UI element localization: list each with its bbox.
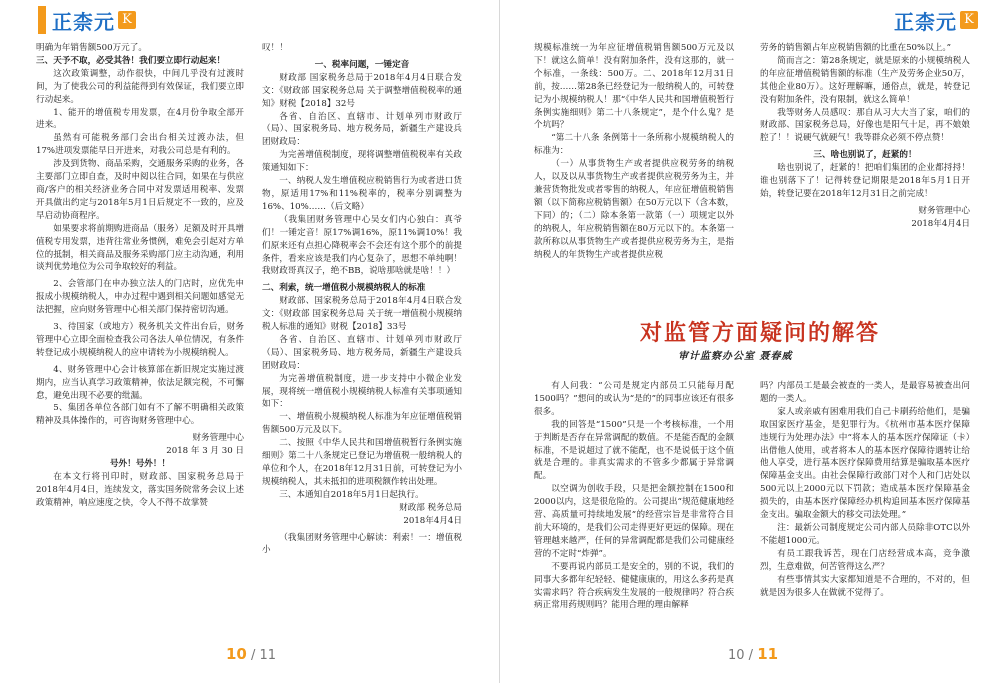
paragraph: 涉及到货物、商品采购，交通服务采购的业务，各主要部门立即自查，及时申阅以往合同，如果在与供应商/客户的相关经济业务合同中对发票适用税率、发票开具做出约定与2018年5月1日后规定不一致的，应及早启动协商程序。 [36, 159, 244, 221]
paragraph: 这次政策调整，动作很快，中间几乎没有过渡时间，为了使我公司的利益能得到有效保证，我们要立即行动起来。 [36, 68, 244, 105]
paragraph: 2018 年 3 月 30 日 [166, 446, 244, 457]
paragraph: 简而言之：第28条规定，就是原来的小规模纳税人的年应征增值税销售额的标准（生产及劳务企业50万，其他企业80万）。这好理解嘛，通俗点，就是，转登记没有附加条件，没有限制，就这么简单！ [760, 55, 970, 105]
paragraph: 注：最新公司制度规定公司内部人员除非OTC以外不能超1000元。 [760, 522, 970, 546]
paragraph: 明确为年销售额500万元了。 [36, 43, 147, 53]
paragraph: （一）从事货物生产或者提供应税劳务的纳税人，以及以从事货物生产或者提供应税劳务为主，并兼营货物批发或者零售的纳税人，年应征增值税销售额（以下简称应税销售额）在50万元以下（含本数，下同）的；（二）除本条第一款第（一）项规定以外的纳税人，年应税销售额在80万元以下的。本条第一款所称以从事货物生产或者提供应税劳务为主，是指纳税人的年货物生产或者提供应税 [534, 159, 734, 260]
paragraph: 3、待国家（或地方）税务机关文件出台后，财务管理中心立即全面检查我公司各法人单位情况，有条件转登记成小规模纳税人的应申请转为小规模纳税人。 [36, 322, 244, 358]
page-current: 11 [757, 645, 779, 663]
page-separator: / [744, 648, 758, 663]
page-other: 11 [259, 648, 277, 663]
brand-logo-right [894, 6, 978, 34]
left-column-2 [262, 42, 462, 557]
page-separator: / [246, 648, 260, 663]
paragraph: 我的回答是“1500”只是一个考核标准，一个用于判断是否存在异常调配的数值。不是能否配的金额标准，不是说超过了就不能配，也不是说低于这个值就是合理的。非真实需求的不管多少都属于异常调配。 [534, 419, 734, 482]
brand-name: 正柰元 [52, 9, 115, 34]
paragraph: 规模标准统一为年应征增值税销售额500万元及以下！就这么简单！没有附加条件，没有这那的，就一个标准，一条线：500万。二、2018年12月31日前，按……第28条已经登记为一般纳税人的，可转登记为小规模纳税人！那“《中华人民共和国增值税暂行条例实施细则》第二十八条规定”，是个什么鬼？是个坑吗？ [534, 43, 734, 131]
paragraph: 一、税率问题，一锤定音 [314, 59, 410, 70]
page-other: 10 [728, 648, 745, 663]
paragraph: 啥也别说了，赶紧的！把咱们集团的企业都捋捋！谁也别落下了！记得转登记期限是2018年5月1日开始，转登记要在2018年12月31日之前完成！ [760, 163, 970, 199]
paragraph: 三、啥也别说了，赶紧的！ [813, 150, 917, 161]
paragraph: 为完善增值税制度，进一步支持中小微企业发展，现将统一增值税小规模纳税人标准有关事项通知如下： [262, 373, 462, 410]
paragraph: 财政部 国家税务总局于2018年4月4日联合发文：《财政部 国家税务总局 关于调整增值税税率的通知》财税【2018】32号 [262, 72, 462, 109]
paragraph: “第二十八条 条例第十一条所称小规模纳税人的标准为： [534, 133, 734, 157]
paragraph: 叹！！ [262, 43, 288, 53]
page-number-right [728, 645, 778, 663]
paragraph: 一、增值税小规模纳税人标准为年应征增值税销售额500万元及以下。 [262, 412, 462, 436]
paragraph: 财政部 税务总局 [399, 502, 462, 513]
paragraph: 三、天予不取，必受其咎！我们要立即行动起来！ [36, 55, 226, 66]
brand-badge-icon: K [118, 11, 136, 29]
paragraph: 二、利索，统一增值税小规模纳税人的标准 [262, 283, 426, 294]
right-column-1-article [534, 380, 734, 612]
right-column-2-article [760, 380, 970, 599]
right-column-2-top [760, 42, 970, 231]
paragraph: 有些事情其实大家都知道是不合理的，不对的，但就是因为很多人在做就不觉得了。 [760, 574, 970, 598]
paragraph: 在本文行将刊印时，财政部、国家税务总局于2018年4月4日，连续发文，落实国务院常务会议上述政策精神，响应速度之快，令人不得不故掌赞 [36, 472, 244, 508]
paragraph: 4、财务管理中心会计核算部在新旧规定实施过渡期内，应当认真学习政策精神，依法足额完税，不可懈怠，避免出现不必要的纰漏。 [36, 364, 244, 401]
paragraph: 二、按照《中华人民共和国增值税暂行条例实施细则》第二十八条规定已登记为增值税一般纳税人的单位和个人，在2018年12月31日前，可转登记为小规模纳税人，其未抵扣的进项税额作转出处理。 [262, 438, 462, 487]
paragraph: 各省、自治区、直辖市、计划单列市财政厅（局）、国家税务局、地方税务局，新疆生产建设兵团财政局： [262, 111, 462, 148]
article-byline: 审计监察办公室 聂春威 [678, 351, 793, 362]
paragraph: 劳务的销售额占年应税销售额的比重在50%以上。” [760, 43, 952, 53]
page-current: 10 [226, 645, 247, 663]
paragraph: 家人或亲戚有困难用我们自己卡刷药给他们，是骗取国家医疗基金，是犯罪行为。《杭州市基本医疗保障违规行为处理办法》中“将本人的基本医疗保障证（卡）出借他人使用，或者将本人的基本医疗保障待遇转让给他人享受，进行基本医疗保障费用结算是骗取基本医疗保障基金支出。由社会保障行政部门对个人和门店处以500元以上2000元以下罚款；造成基本医疗保障基金损失的，由基本医疗保障经办机构追回基本医疗保障基金支出。骗取金额大的移交司法处理。” [760, 406, 970, 521]
paragraph: 不要再说内部员工是安全的，别的不说，我们的同事大多都年纪轻轻、健健康康的，用这么多药是真实需求吗？符合疾病发生发展的一般规律吗？符合疾病正常用药规则吗？能用合理的理由解释 [534, 561, 734, 611]
paragraph: 2018年4月4日 [403, 515, 462, 526]
paragraph: 吗？内部员工是最会被查的一类人，是最容易被查出问题的一类人。 [760, 381, 970, 404]
paragraph: 一、纳税人发生增值税应税销售行为或者进口货物，原适用17%和11%税率的，税率分别调整为16%、10%……（后文略） [262, 176, 462, 212]
paragraph: （我集团财务管理中心解读：利索！一：增值税小 [262, 532, 462, 556]
paragraph: （我集团财务管理中心吴女们内心独白：真爷们！一锤定音！原17%调16%，原11%调10%！我们原来还有点担心降税率会不会还有这个那个的前提条件，看来应该是我们内心复杂了，思想不单纯啊！我财政哥真汉子，绝不BB，说啥那啥就是啥！！） [262, 214, 462, 277]
paragraph: 以空调为创收手段，只是把金额控制在1500和2000以内，这是很危险的。公司提出“规范健康地经营、高质量可持续地发展”的经营宗旨是非常符合目前大环境的，是我们公司走得更好更远的保障。现在管理越来越严，任何的异常调配都是我们公司健康经营的不定时“炸弹”。 [534, 484, 734, 559]
brand-badge-icon: K [960, 11, 978, 29]
paragraph: 1、能开的增值税专用发票，在4月份争取全部开进来。 [36, 107, 244, 131]
paragraph: 财政部、国家税务总局于2018年4月4日联合发文：《财政部 国家税务总局 关于统一增值税小规模纳税人标准的通知》财税【2018】33号 [262, 296, 462, 333]
paragraph: 2、会管部门在申办独立法人的门店时，应优先申报成小规模纳税人，申办过程中遇到相关问题如感觉无法把握，应向财务管理中心相关部门保持密切沟通。 [36, 279, 244, 316]
paragraph: 2018年4月4日 [911, 218, 970, 229]
paragraph: 5、集团各单位各部门如有不了解不明确相关政策精神及具体操作的，可咨询财务管理中心。 [36, 403, 244, 427]
brand-name: 正柰元 [894, 9, 957, 34]
paragraph: 财务管理中心 [918, 205, 970, 216]
paragraph: 各省、自治区、直辖市、计划单列市财政厅（局）、国家税务局、地方税务局，新疆生产建设兵团财政局： [262, 334, 462, 371]
logo-bar-icon [38, 6, 46, 34]
left-column-1 [36, 42, 244, 510]
page-number-left [226, 645, 276, 663]
brand-logo [38, 6, 136, 34]
paragraph: 三、本通知自2018年5月1日起执行。 [279, 489, 424, 500]
paragraph: 有员工跟我诉苦，现在门店经营成本高，竞争激烈，生意难做，何苦管得这么严？ [760, 548, 970, 572]
paragraph: 财务管理中心 [192, 433, 244, 444]
paragraph: 我等财务人员感叹：那自从习大大当了家，咱们的财政部、国家税务总局，好像也是阳气十足，再不娘娘腔了！！说硬气就硬气！我等群众必须不停点赞！ [760, 107, 970, 144]
paragraph: 虽然有可能税务部门会出台相关过渡办法，但17%进项发票能早日开进来，对我公司总是有利的。 [36, 133, 244, 157]
paragraph: 如果要求将前期购进商品（服务）足额及时开具增值税专用发票，违背往常业务惯例，难免会引起对方单位的抵制，相关商品及服务采购部门应主动沟通，利用谈判优势地位为公司争取较好的利益。 [36, 223, 244, 273]
paragraph: 为完善增值税制度，现将调整增值税税率有关政策通知如下： [262, 150, 462, 174]
paragraph: 号外！号外！！ [109, 459, 171, 470]
article-title: 对监管方面疑问的解答 [640, 320, 881, 346]
paragraph: 有人问我：“公司是规定内部员工只能每月配1500吗？”想问的或认为“是的”的同事应该还有很多很多。 [534, 381, 734, 417]
right-column-1-top [534, 42, 734, 261]
